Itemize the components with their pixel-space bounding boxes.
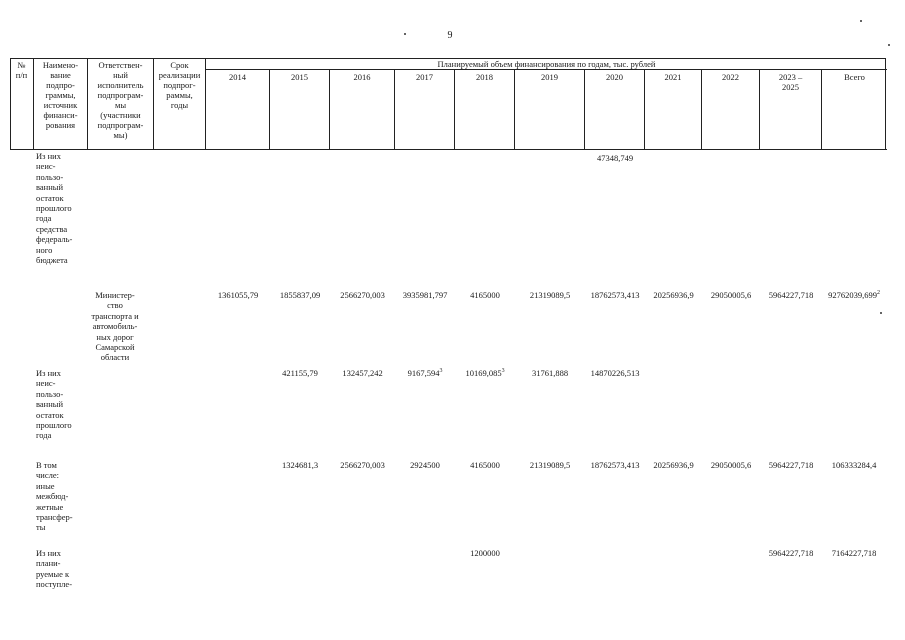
footnote-marker: 3: [501, 368, 505, 374]
cell-value-2023: 5964227,718: [768, 460, 814, 470]
cell-value-2021: 20256936,9: [653, 290, 694, 300]
footnote-marker: 2: [876, 290, 880, 296]
cell-value-2022: 29050005,6: [710, 290, 752, 300]
cell-value-Всего: 92762039,699$^2$: [828, 290, 880, 300]
cell-value-2017: 2924500: [410, 460, 440, 470]
header-executor: Ответствен- ный исполнитель подпрограм- мы (участники подпрограм- мы): [88, 58, 154, 150]
cell-value-2020: 18762573,413: [590, 290, 640, 300]
cell-value-2016: 2566270,003: [340, 290, 385, 300]
header-year-3: 2017: [395, 70, 455, 150]
header-year-9: 2023 – 2025: [760, 70, 822, 150]
cell-value-2017: 9167,594$^3$: [407, 368, 443, 378]
header-year-5: 2019: [515, 70, 585, 150]
header-name: Наимено- вание подпро- граммы, источник финанси- рования: [34, 58, 88, 150]
cell-value-2019: 21319089,5: [529, 460, 571, 470]
footnote-marker: 3: [439, 368, 443, 374]
cell-value-Всего: 106333284,4: [831, 460, 877, 470]
row-label: Из них плани- руемые к поступле-: [36, 548, 73, 590]
header-period: Срок реализации подпрог- раммы, годы: [154, 58, 206, 150]
scan-speck: [880, 312, 882, 314]
header-number: № п/п: [10, 58, 34, 150]
cell-value-2015: 1855837,09: [279, 290, 321, 300]
row-label: Из них неис- пользо- ванный остаток прошлого года средства федераль- ного бюджета: [36, 151, 73, 266]
cell-value-2020: 47348,749: [596, 153, 634, 163]
cell-value-2016: 2566270,003: [340, 460, 385, 470]
cell-value-2015: 1324681,3: [281, 460, 319, 470]
cell-value-2020: 14870226,513: [590, 368, 640, 378]
header-year-10: Всего: [822, 70, 887, 150]
header-year-7: 2021: [645, 70, 702, 150]
header-financing: Планируемый объем финансирования по годам, тыс. рублей: [206, 58, 887, 70]
cell-value-2023: 5964227,718: [768, 290, 814, 300]
page-number: 9: [447, 30, 453, 41]
row-label: В том числе: иные межбюд- жетные трансфер- ты: [36, 460, 73, 533]
scan-speck: [888, 44, 890, 46]
header-year-4: 2018: [455, 70, 515, 150]
header-year-8: 2022: [702, 70, 760, 150]
cell-value-Всего: 7164227,718: [831, 548, 877, 558]
cell-value-2021: 20256936,9: [653, 460, 694, 470]
table-header: [10, 58, 886, 150]
cell-value-2014: 1361055,79: [217, 290, 259, 300]
cell-value-2023: 5964227,718: [768, 548, 814, 558]
row-executor: Министер- ство транспорта и автомобиль- ных дорог Самарской области: [91, 290, 139, 363]
cell-value-2020: 18762573,413: [590, 460, 640, 470]
cell-value-2019: 31761,888: [531, 368, 569, 378]
header-year-6: 2020: [585, 70, 645, 150]
cell-value-2018: 4165000: [470, 460, 500, 470]
cell-value-2018: 1200000: [470, 548, 500, 558]
header-year-2: 2016: [330, 70, 395, 150]
scan-speck: [404, 33, 406, 35]
cell-value-2016: 132457,242: [342, 368, 383, 378]
cell-value-2018: 4165000: [470, 290, 500, 300]
cell-value-2017: 3935981,797: [402, 290, 448, 300]
header-year-0: 2014: [206, 70, 270, 150]
row-label: Из них неис- пользо- ванный остаток прошлого года: [36, 368, 72, 441]
scan-speck: [860, 20, 862, 22]
header-year-1: 2015: [270, 70, 330, 150]
cell-value-2022: 29050005,6: [710, 460, 752, 470]
cell-value-2019: 21319089,5: [529, 290, 571, 300]
cell-value-2018: 10169,085$^3$: [465, 368, 505, 378]
cell-value-2015: 421155,79: [282, 368, 318, 378]
